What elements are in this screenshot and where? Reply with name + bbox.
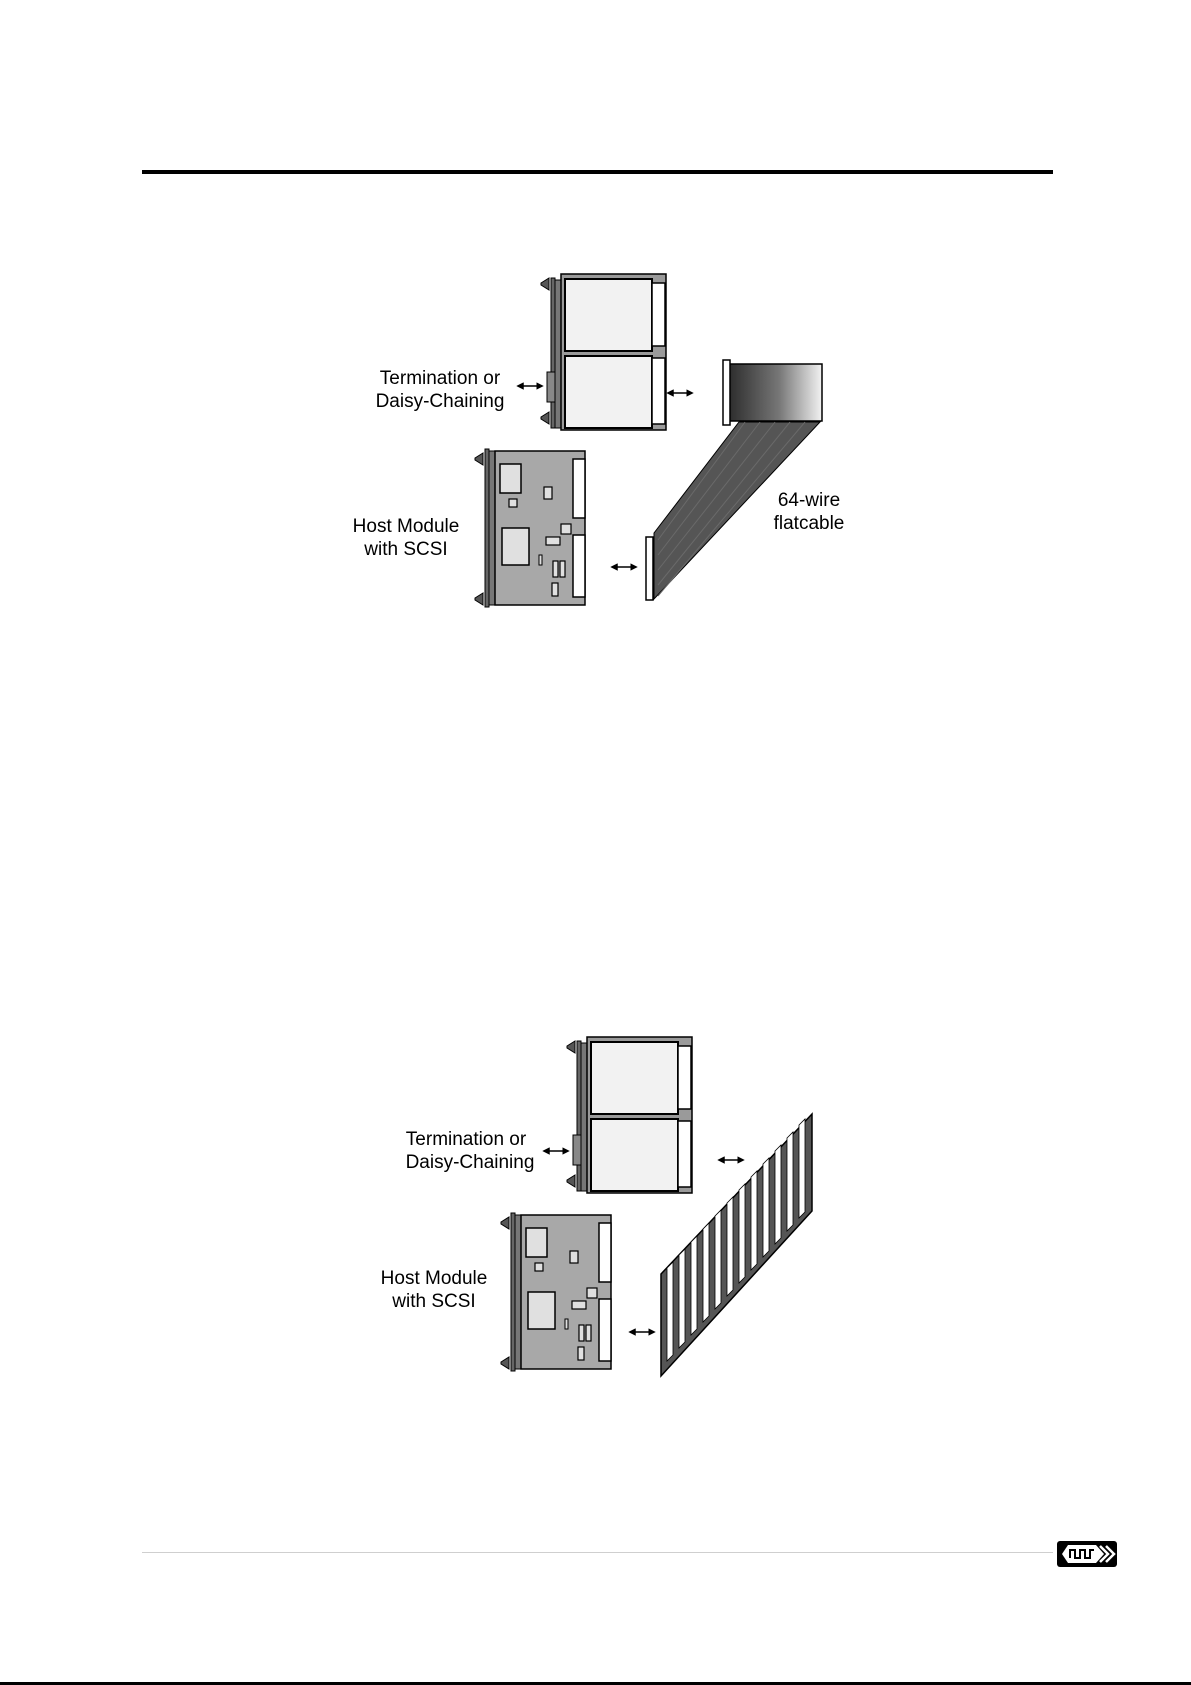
storage-module xyxy=(567,1037,692,1193)
host-module-board xyxy=(475,449,585,607)
host-module-board xyxy=(501,1213,611,1371)
host-label-line1: Host Module xyxy=(352,516,460,537)
termination-label-line2: Daisy-Chaining xyxy=(405,1152,535,1173)
termination-label-line1: Termination or xyxy=(379,368,501,389)
figure-2 xyxy=(381,1037,812,1376)
flatcable xyxy=(646,360,822,600)
storage-module xyxy=(541,274,666,430)
host-label-line2: with SCSI xyxy=(364,539,448,560)
host-label-line1: Host Module xyxy=(380,1268,488,1289)
company-logo xyxy=(1056,1540,1118,1568)
termination-label-line1: Termination or xyxy=(405,1129,527,1150)
termination-label-line2: Daisy-Chaining xyxy=(375,391,505,412)
footer-rule xyxy=(142,1552,1053,1553)
host-label-line2: with SCSI xyxy=(392,1291,476,1312)
cable-label-line2: flatcable xyxy=(773,513,845,534)
cable-label-line1: 64-wire xyxy=(777,490,841,511)
figure-1 xyxy=(353,274,845,607)
